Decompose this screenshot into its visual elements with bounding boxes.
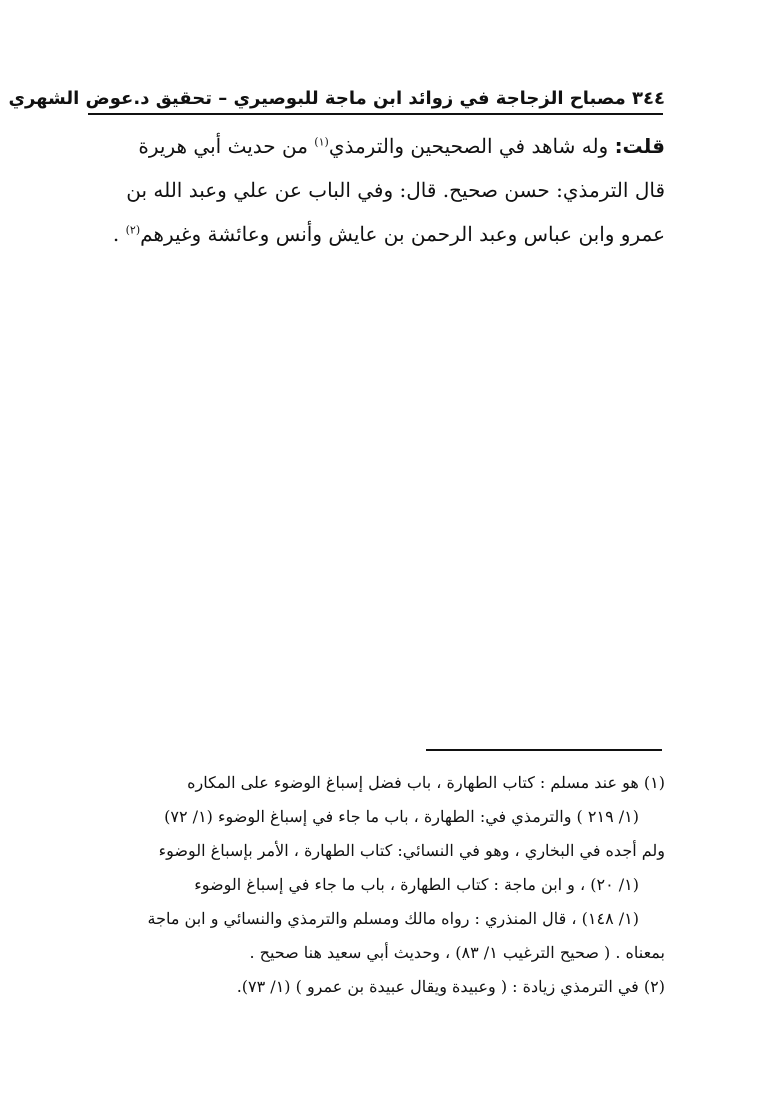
body-line-1-tail: من حديث أبي هريرة — [138, 134, 308, 158]
body-line-3-end: . — [112, 222, 120, 246]
body-line-2: قال الترمذي: حسن صحيح. قال: وفي الباب عن علي وعبد الله بن — [126, 178, 665, 202]
body-line-3-text: عمرو وابن عباس وعبد الرحمن بن عايش وأنس وعائشة وغيرهم — [140, 222, 665, 246]
footnote-ref-1[interactable]: (١) — [314, 135, 329, 149]
footnote-line: (١/ ١٤٨) ، قال المنذري : رواه مالك ومسلم والترمذي والنسائي و ابن ماجة — [147, 909, 639, 928]
footnote-line: (١) هو عند مسلم : كتاب الطهارة ، باب فضل إسباغ الوضوء على المكاره — [187, 773, 665, 792]
body-line-3 — [93, 212, 665, 256]
footnotes — [93, 766, 665, 1004]
lead-word: قلت: — [614, 134, 665, 158]
body-line-1 — [93, 124, 665, 168]
footnote-line: (٢) في الترمذي زيادة : ( وعبيدة ويقال عبيدة بن عمرو ) (١/ ٧٣). — [236, 977, 665, 996]
footnote-line: بمعناه . ( صحيح الترغيب ١/ ٨٣) ، وحديث أبي سعيد هنا صحيح . — [249, 943, 665, 962]
running-header: ٣٤٤ مصباح الزجاجة في زوائد ابن ماجة للبوصيري – تحقيق د.عوض الشهري — [8, 88, 665, 109]
footnote-line: ولم أجده في البخاري ، وهو في النسائي: كتاب الطهارة ، الأمر بإسباغ الوضوء — [158, 841, 665, 860]
footnote-line: (١/ ٢١٩ ) والترمذي في: الطهارة ، باب ما جاء في إسباغ الوضوء (١/ ٧٢) — [164, 807, 639, 826]
footnote-ref-2[interactable]: (٢) — [125, 223, 141, 237]
header-rule — [88, 113, 663, 115]
footnote-rule — [426, 749, 662, 751]
body-line-1-text: وله شاهد في الصحيحين والترمذي — [328, 134, 609, 158]
footnote-line: (١/ ٢٠) ، و ابن ماجة : كتاب الطهارة ، باب ما جاء في إسباغ الوضوء — [194, 875, 639, 894]
main-text — [93, 124, 665, 256]
